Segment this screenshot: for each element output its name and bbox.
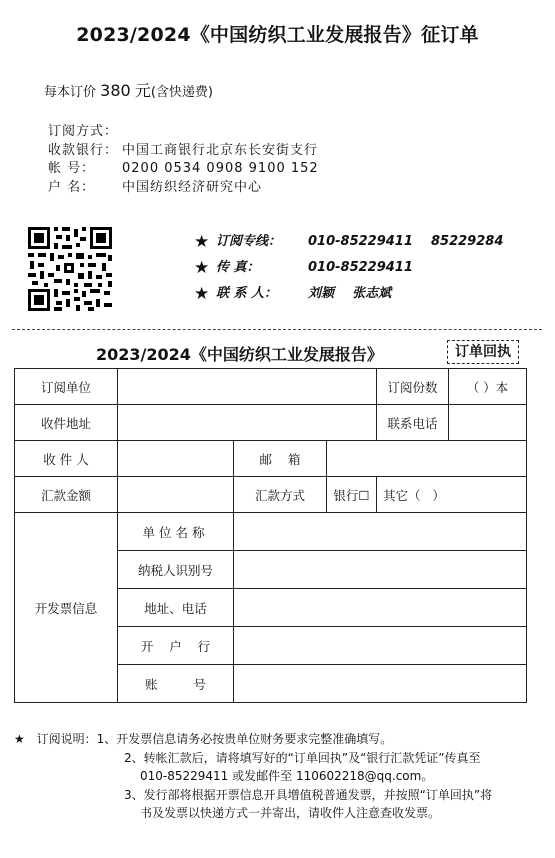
email-label: 邮 箱 [234, 441, 327, 477]
note-line [14, 730, 492, 749]
price-line [44, 78, 213, 101]
invoice-taxid-field[interactable] [234, 551, 527, 589]
notes-lead: 订阅说明： [36, 732, 97, 746]
contact-value: 010-85229411 85229284 [308, 234, 504, 249]
amount-label: 汇款金额 [15, 477, 118, 513]
contact-row-fax [194, 255, 503, 281]
invoice-group-label: 开发票信息 [15, 513, 118, 703]
form-row [15, 441, 527, 477]
payment-row-holder [48, 179, 319, 198]
copies-field[interactable]: （ ）本 [449, 369, 527, 405]
payment-value: 0200 0534 0908 9100 152 [122, 161, 319, 176]
invoice-field-label: 纳税人识别号 [118, 551, 234, 589]
order-form-table [14, 368, 527, 703]
contact-row-person [194, 281, 503, 307]
star-icon: ★ [194, 232, 210, 252]
price-unit: 元 [134, 81, 151, 100]
invoice-field-label: 开 户 行 [118, 627, 234, 665]
amount-field[interactable] [118, 477, 234, 513]
invoice-address-field[interactable] [234, 589, 527, 627]
qr-code-image [26, 225, 114, 313]
price-prefix: 每本订价 [44, 85, 97, 100]
star-icon: ★ [194, 258, 210, 278]
payment-heading: 订阅方式： [48, 124, 119, 139]
phone-field[interactable] [449, 405, 527, 441]
recipient-field[interactable] [118, 441, 234, 477]
payment-label: 收款银行： [48, 142, 119, 158]
contact-value: 刘颖 张志斌 [308, 286, 392, 301]
invoice-company-field[interactable] [234, 513, 527, 551]
phone-label: 联系电话 [377, 405, 449, 441]
address-field[interactable] [118, 405, 377, 441]
contact-label: 传 真： [216, 260, 260, 275]
contact-value: 010-85229411 [308, 260, 413, 275]
invoice-field-label: 地址、电话 [118, 589, 234, 627]
form-title: 2023/2024《中国纺织工业发展报告》 [96, 345, 383, 364]
note-line: 010-85229411 或发邮件至 110602218@qq.com。 [140, 769, 434, 783]
invoice-field-label: 单位名称 [118, 513, 234, 551]
form-row [15, 405, 527, 441]
address-label: 收件地址 [15, 405, 118, 441]
payment-value: 中国纺织经济研究中心 [122, 179, 263, 195]
receipt-label: 订单回执 [447, 340, 519, 364]
subscriber-label: 订阅单位 [15, 369, 118, 405]
form-row [15, 477, 527, 513]
price-note: (含快递费) [150, 85, 214, 100]
bank-option-checkbox[interactable]: 银行☐ [327, 477, 377, 513]
form-row [15, 513, 527, 551]
star-icon: ★ [14, 732, 25, 746]
form-row [15, 369, 527, 405]
note-line: 3、发行部将根据开票信息开具增值税普通发票，并按照“订单回执”将 [124, 787, 493, 802]
invoice-bank-field[interactable] [234, 627, 527, 665]
other-option-field[interactable]: 其它（ ） [377, 477, 527, 513]
subscription-notes [14, 730, 492, 823]
email-field[interactable] [327, 441, 527, 477]
payment-row-account [48, 160, 319, 179]
payment-info [48, 123, 319, 197]
payment-label: 帐 号： [48, 161, 96, 176]
note-item: 1、开发票信息请务必按贵单位财务要求完整准确填写。 [96, 732, 393, 746]
payment-row-bank [48, 142, 319, 161]
invoice-account-field[interactable] [234, 665, 527, 703]
invoice-field-label: 账 号 [118, 665, 234, 703]
recipient-label: 收 件 人 [15, 441, 118, 477]
contact-row-hotline [194, 229, 503, 255]
contact-label: 订阅专线： [216, 234, 282, 249]
cut-line [12, 329, 542, 330]
note-line: 书及发票以快递方式一并寄出，请收件人注意查收发票。 [140, 806, 441, 820]
contact-info [194, 229, 503, 307]
payment-value: 中国工商银行北京东长安街支行 [122, 142, 319, 158]
price-amount: 380 [100, 81, 131, 100]
method-label: 汇款方式 [234, 477, 327, 513]
subscriber-field[interactable] [118, 369, 377, 405]
contact-label: 联 系 人： [216, 286, 278, 301]
payment-label: 户 名： [48, 179, 96, 195]
copies-label: 订阅份数 [377, 369, 449, 405]
star-icon: ★ [194, 284, 210, 304]
note-line: 2、转帐汇款后，请将填写好的“订单回执”及“银行汇款凭证”传真至 [124, 750, 481, 765]
page-title: 2023/2024《中国纺织工业发展报告》征订单 [76, 24, 479, 46]
